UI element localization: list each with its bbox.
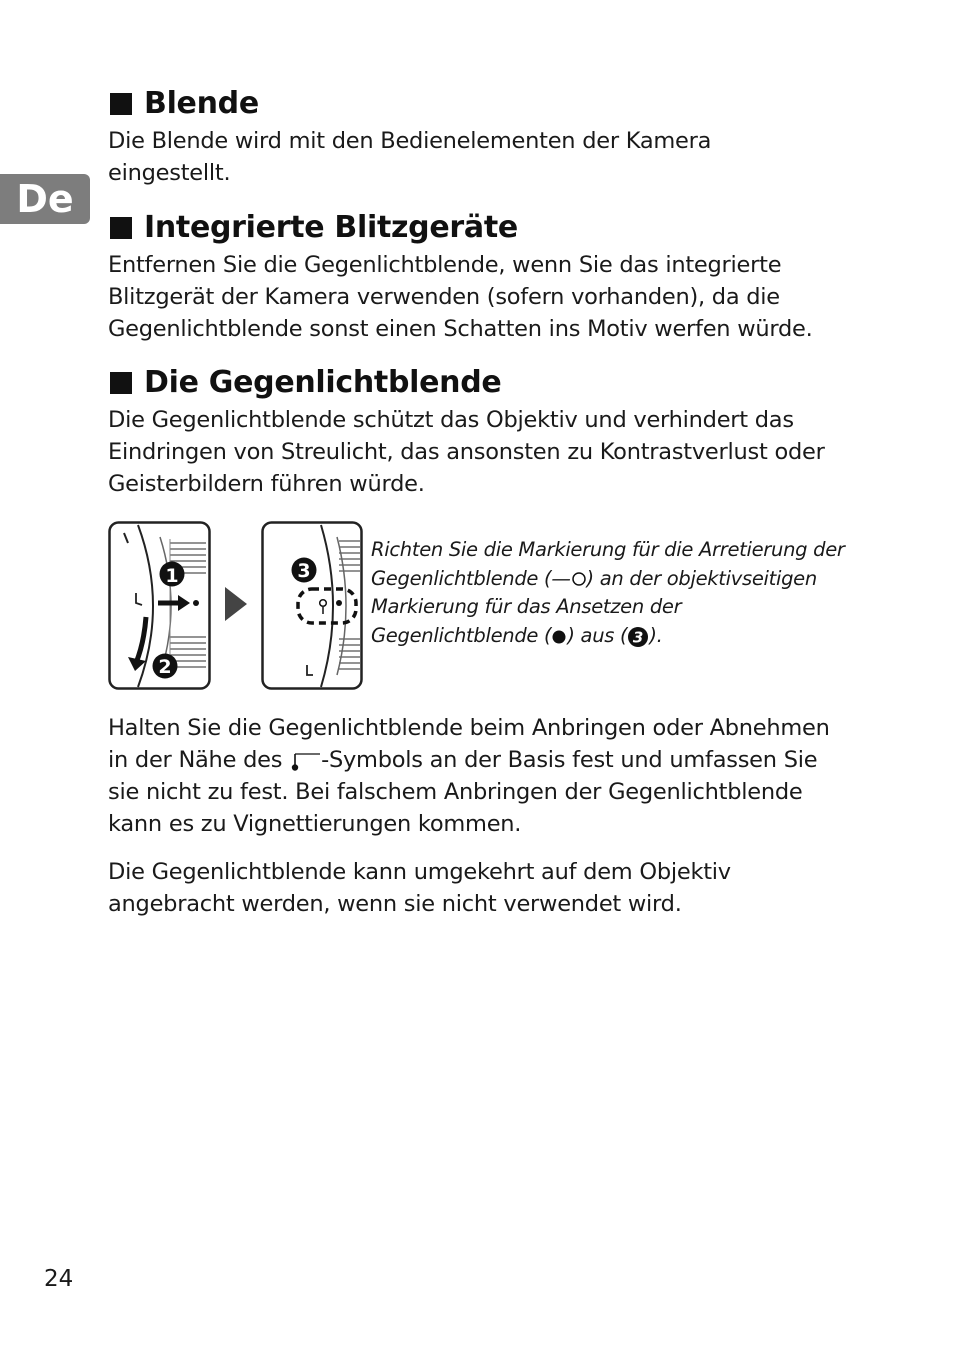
- paragraph-blitz: Entfernen Sie die Gegenlichtblende, wenn Sie das integrierte Blitzgerät der Kamera verwenden (sofern vorhanden), da die Gegenlichtblende sonst einen Schatten ins Motiv werfen würde.: [108, 252, 813, 342]
- section-blende: [108, 86, 848, 189]
- play-arrow-icon: [224, 586, 248, 622]
- square-bullet-icon: [110, 217, 132, 239]
- illustration-caption: [371, 536, 851, 651]
- heading-hood: [108, 365, 848, 401]
- section-handling: [108, 712, 848, 840]
- page-number: 24: [44, 1266, 74, 1292]
- square-bullet-icon: [110, 93, 132, 115]
- heading-blende-text: Blende: [144, 86, 259, 121]
- caption-text-1: Richten Sie die Markierung für die Arretierung der Gegenlichtblende (—: [371, 538, 845, 590]
- illustration-attach-step-1-2: [108, 521, 212, 691]
- section-blitz: [108, 210, 848, 345]
- paragraph-blende: Die Blende wird mit den Bedienelementen der Kamera eingestellt.: [108, 128, 712, 186]
- caption-text-3: ) aus (: [567, 624, 628, 648]
- open-circle-mark-icon: [571, 571, 587, 587]
- paragraph-handling-text-2: -Symbols an der Basis fest und umfassen Sie sie nicht zu fest. Bei falschem Anbringen der Gegenlichtblende kann es zu Vignettierungen kommen.: [108, 747, 818, 837]
- square-bullet-icon: [110, 372, 132, 394]
- illustration-attach-step-3: [261, 521, 364, 691]
- language-tab: De: [0, 174, 90, 224]
- caption-text-2: ) an der objektivseitigen Markierung für das Ansetzen der Gegenlichtblende (: [371, 566, 817, 648]
- filled-dot-mark-icon: [551, 629, 567, 645]
- hood-attach-symbol-icon: [289, 750, 321, 772]
- caption-step-ref: 3: [633, 628, 644, 647]
- paragraph-handling-text-1: Halten Sie die Gegenlichtblende beim Anbringen oder Abnehmen in der Nähe des: [108, 715, 830, 773]
- section-hood: [108, 365, 848, 500]
- section-reverse: [108, 856, 848, 920]
- heading-blitz: [108, 210, 848, 246]
- paragraph-hood: Die Gegenlichtblende schützt das Objektiv und verhindert das Eindringen von Streulicht, das ansonsten zu Kontrastverlust oder Geisterbildern führen würde.: [108, 407, 825, 497]
- step-badge-1: 1: [165, 565, 179, 587]
- caption-text-4: ).: [649, 624, 663, 648]
- step-badge-ref-icon: [627, 626, 649, 648]
- step-badge-2: 2: [158, 656, 172, 678]
- heading-blitz-text: Integrierte Blitzgeräte: [144, 210, 518, 245]
- heading-blende: [108, 86, 848, 122]
- heading-hood-text: Die Gegenlichtblende: [144, 365, 502, 400]
- paragraph-reverse: Die Gegenlichtblende kann umgekehrt auf dem Objektiv angebracht werden, wenn sie nicht verwendet wird.: [108, 859, 731, 917]
- paragraph-handling: [108, 712, 848, 840]
- step-badge-3: 3: [297, 560, 311, 582]
